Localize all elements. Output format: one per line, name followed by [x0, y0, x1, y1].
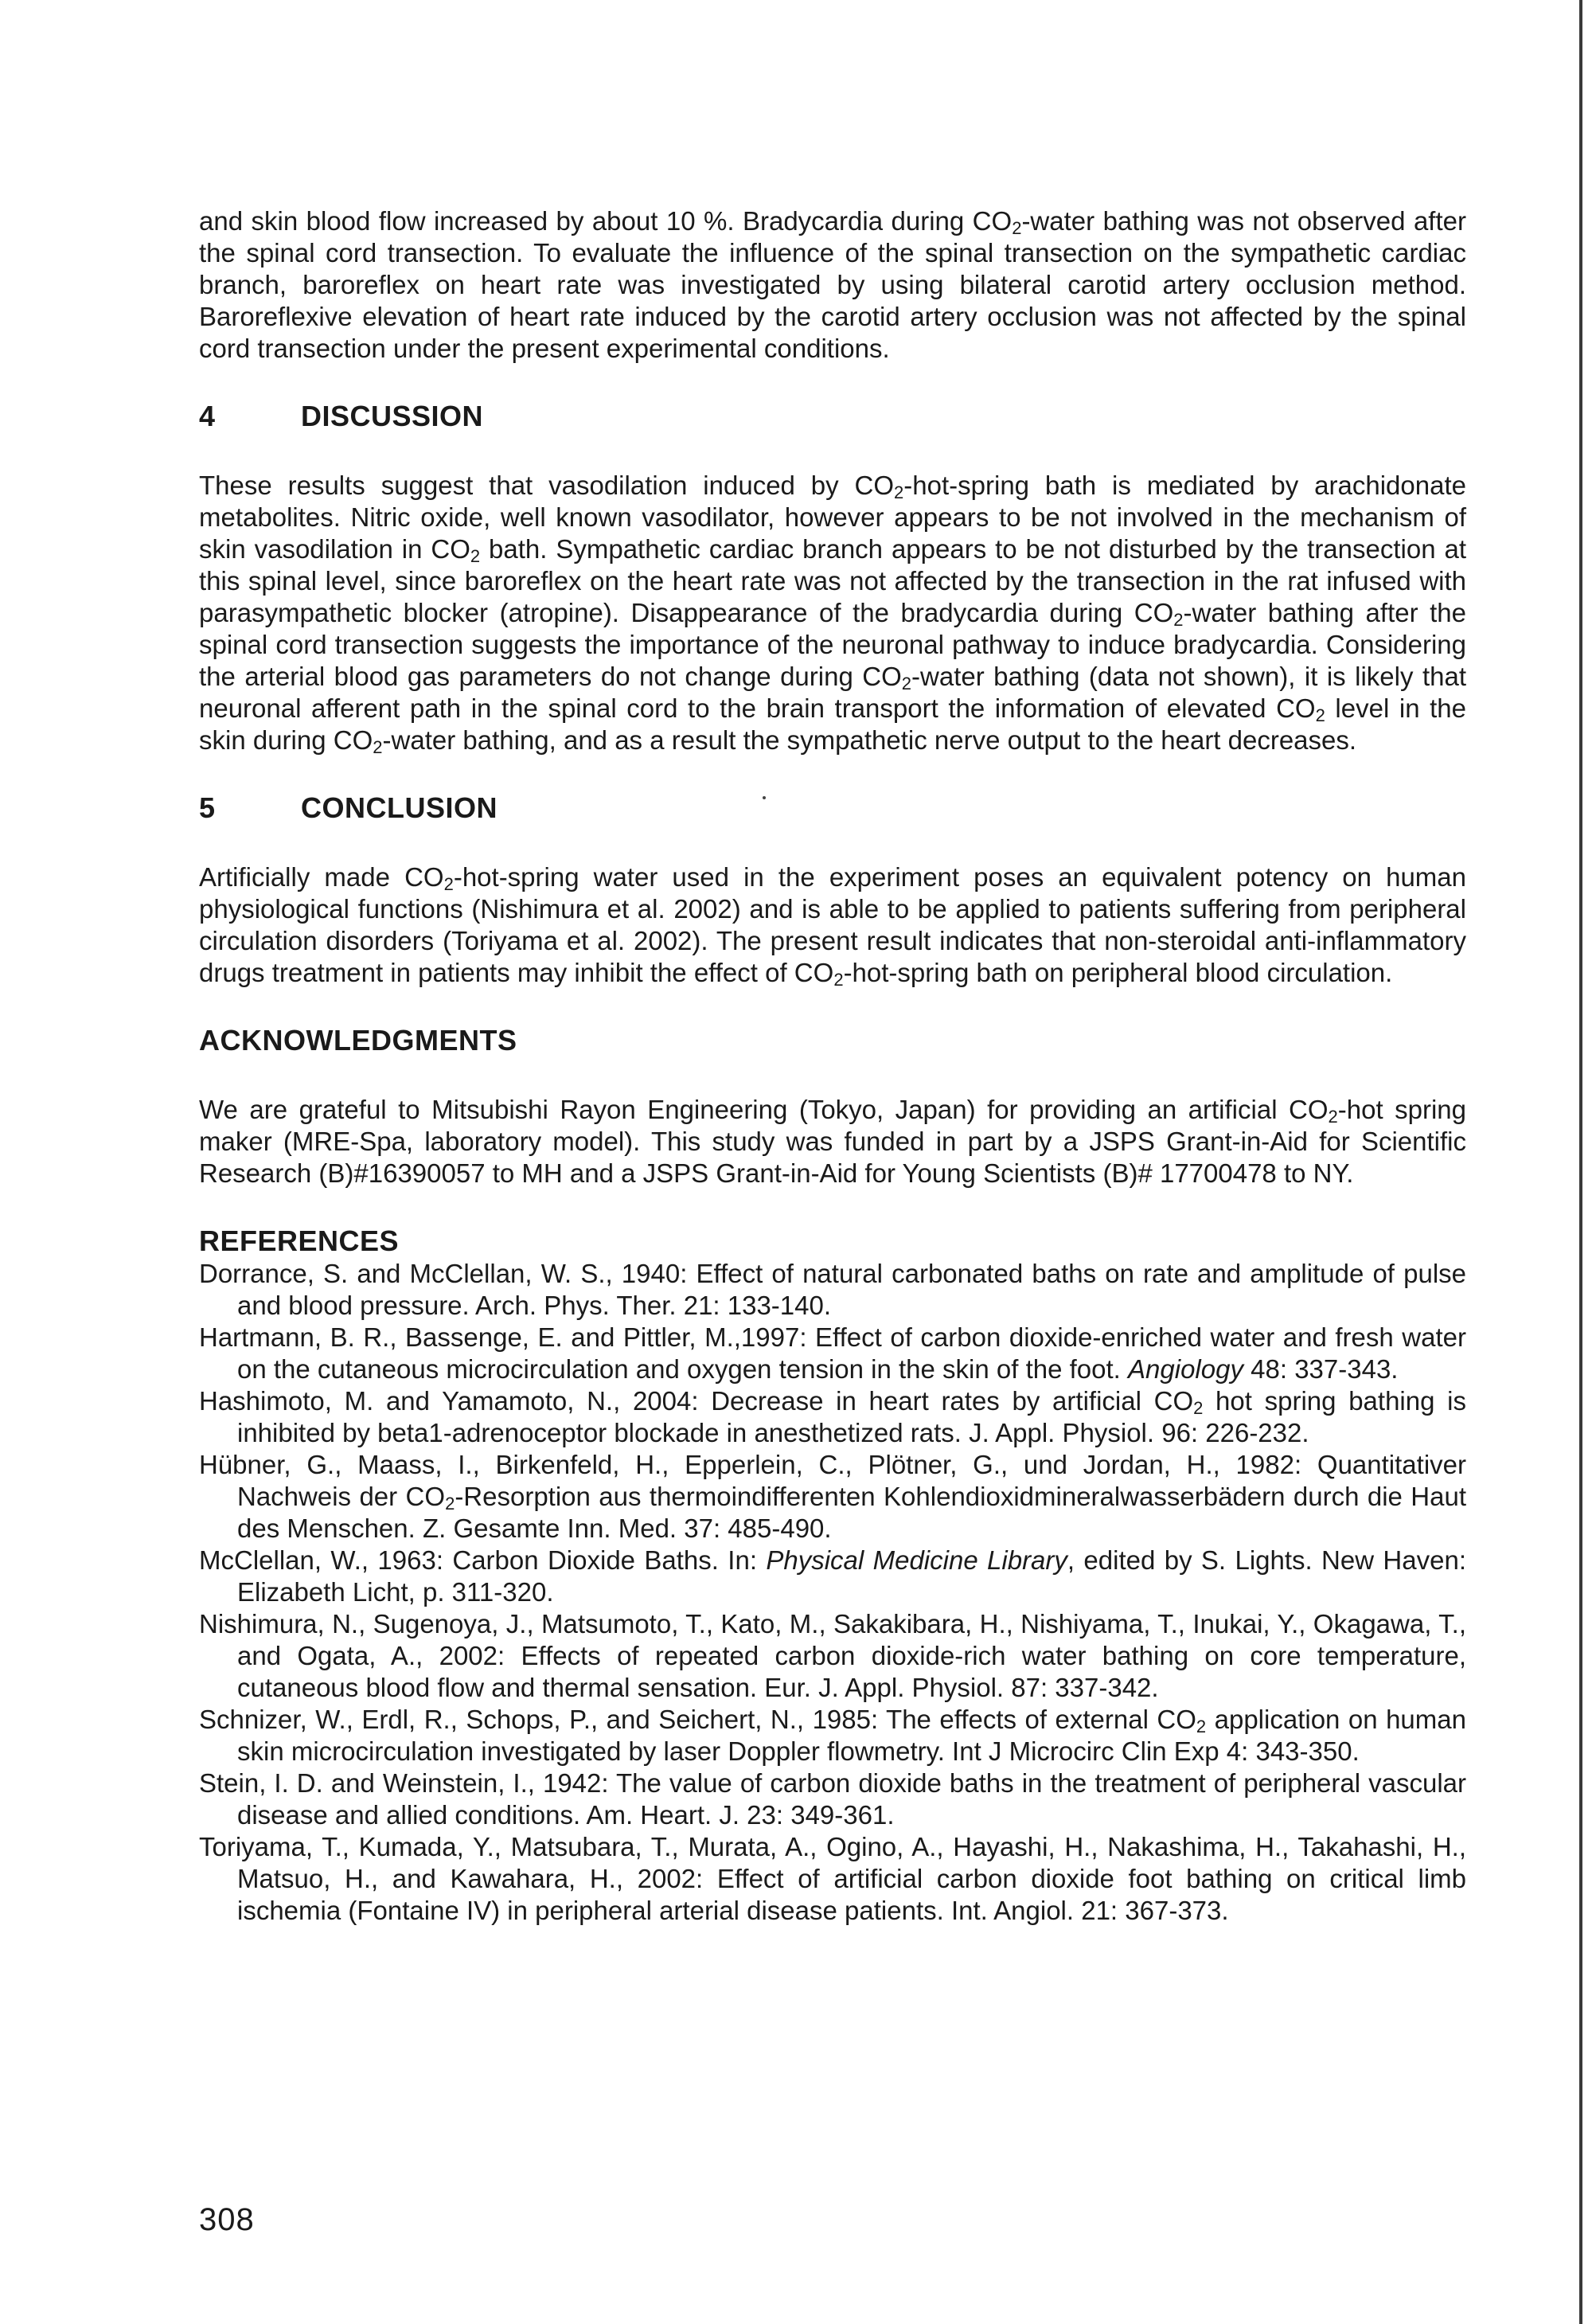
text-run: bath. Sympathetic cardiac branch appears to be not disturbed by the transection at this spinal level, since baroreflex on the heart rate was not affected by the transection in the rat infused with parasympathetic blocker (atropine). Disappearance of the bradycardia during CO	[199, 534, 1467, 627]
reference-item	[199, 1831, 1466, 1927]
section-title: CONCLUSION	[301, 791, 498, 824]
subscript: 2	[443, 874, 454, 894]
reference-item	[199, 1449, 1466, 1545]
text-run: McClellan, W., 1963: Carbon Dioxide Baths. In:	[199, 1545, 767, 1575]
subscript: 2	[833, 970, 844, 990]
text-run: -hot spring maker (MRE-Spa, laboratory model). This study was funded in part by a JSPS Grant-in-Aid for Scientific Research (B)#16390057 to MH and a JSPS Grant-in-Aid for Young Scientists (B)# 17700478 to NY.	[199, 1095, 1466, 1188]
text-run: -water bathing was not observed after the spinal cord transection. To evaluate the influence of the spinal transection on the sympathetic cardiac branch, baroreflex on heart rate was investigated by using bilateral carotid artery occlusion method. Baroreflexive elevation of heart rate induced by the carotid artery occlusion was not affected by the spinal cord transection under the present experimental conditions.	[199, 206, 1466, 363]
page-content	[199, 205, 1466, 1927]
reference-item	[199, 1322, 1466, 1385]
text-run: -hot-spring bath is mediated by arachidonate metabolites. Nitric oxide, well known vasodilator, however appears to be not involved in the mechanism of skin vasodilation in CO	[199, 471, 1466, 564]
text-run: Artificially made CO	[199, 862, 444, 892]
subscript: 2	[894, 482, 904, 502]
section-number: 4	[199, 400, 216, 432]
text-run: Hübner, G., Maass, I., Birkenfeld, H., Epperlein, C., Plötner, G., und Jordan, H., 1982: Quantitativer Nachweis der CO	[199, 1450, 1466, 1511]
body-paragraph	[199, 470, 1466, 756]
text-run: Schnizer, W., Erdl, R., Schops, P., and Seichert, N., 1985: The effects of external CO	[199, 1705, 1196, 1734]
text-run: level in the skin during CO	[199, 693, 1466, 755]
text-run: These results suggest that vasodilation induced by CO	[199, 471, 895, 500]
reference-item	[199, 1608, 1466, 1704]
text-run: -hot-spring bath on peripheral blood circulation.	[843, 958, 1393, 987]
text-run: application on human skin microcirculation investigated by laser Doppler flowmetry. Int J Microcirc Clin Exp 4: 343-350.	[237, 1705, 1466, 1766]
text-run: -water bathing, and as a result the sympathetic nerve output to the heart decreases.	[382, 725, 1357, 755]
conclusion-section	[199, 791, 1466, 989]
subscript: 2	[1196, 1717, 1207, 1736]
reference-item	[199, 1704, 1466, 1767]
references-section	[199, 1224, 1466, 1927]
text-run: Dorrance, S. and McClellan, W. S., 1940: Effect of natural carbonated baths on rate and amplitude of pulse and blood pressure. Arch. Phys. Ther. 21: 133-140.	[199, 1259, 1466, 1320]
body-paragraph	[199, 205, 1466, 365]
reference-item	[199, 1545, 1466, 1608]
reference-item	[199, 1385, 1466, 1449]
section-title: DISCUSSION	[301, 400, 484, 432]
results-continuation	[199, 205, 1466, 365]
subscript: 2	[1315, 705, 1325, 725]
section-title: ACKNOWLEDGMENTS	[199, 1024, 517, 1057]
text-run: Nishimura, N., Sugenoya, J., Matsumoto, T., Kato, M., Sakakibara, H., Nishiyama, T., Inukai, Y., Okagawa, T., and Ogata, A., 2002: Effects of repeated carbon dioxide-rich water bathing on core temperature, cutaneous blood flow and thermal sensation. Eur. J. Appl. Physiol. 87: 337-342.	[199, 1609, 1466, 1702]
section-heading	[199, 400, 1466, 433]
text-run: -water bathing (data not shown), it is likely that neuronal afferent path in the spinal cord to the brain transport the information of elevated CO	[199, 662, 1466, 723]
text-run: Hartmann, B. R., Bassenge, E. and Pittler, M.,1997: Effect of carbon dioxide-enriched water and fresh water on the cutaneous microcirculation and oxygen tension in the skin of the foot.	[199, 1322, 1466, 1384]
text-run: and skin blood flow increased by about 10 %. Bradycardia during CO	[199, 206, 1013, 236]
text-run: Toriyama, T., Kumada, Y., Matsubara, T., Murata, A., Ogino, A., Hayashi, H., Nakashima, H., Takahashi, H., Matsuo, H., and Kawahara, H., 2002: Effect of artificial carbon dioxide foot bathing on critical limb ischemia (Fontaine IV) in peripheral arterial disease patients. Int. Angiol. 21: 367-373.	[199, 1832, 1466, 1925]
text-run: Hashimoto, M. and Yamamoto, N., 2004: Decrease in heart rates by artificial CO	[199, 1386, 1194, 1416]
text-run: -Resorption aus thermoindifferenten Kohlendioxidmineralwasserbädern durch die Haut des Menschen. Z. Gesamte Inn. Med. 37: 485-490.	[237, 1482, 1466, 1543]
text-run: 48: 337-343.	[1243, 1354, 1399, 1384]
subscript: 2	[901, 674, 912, 693]
subscript: 2	[470, 546, 481, 566]
section-title: REFERENCES	[199, 1224, 400, 1257]
subscript: 2	[1328, 1107, 1338, 1127]
section-heading	[199, 791, 1466, 825]
text-run: hot spring bathing is inhibited by beta1-adrenoceptor blockade in anesthetized rats. J. Appl. Physiol. 96: 226-232.	[237, 1386, 1466, 1447]
body-paragraph	[199, 861, 1466, 989]
reference-list	[199, 1258, 1466, 1927]
subscript: 2	[1012, 218, 1022, 238]
reference-item	[199, 1258, 1466, 1322]
subscript: 2	[1193, 1398, 1204, 1418]
text-run: We are grateful to Mitsubishi Rayon Engineering (Tokyo, Japan) for providing an artificial CO	[199, 1095, 1329, 1124]
italic-text: Physical Medicine Library	[766, 1545, 1067, 1575]
text-run: , edited by S. Lights. New Haven: Elizabeth Licht, p. 311-320.	[237, 1545, 1466, 1607]
acknowledgments-section	[199, 1024, 1466, 1189]
discussion-section	[199, 400, 1466, 756]
text-run: -hot-spring water used in the experiment poses an equivalent potency on human physiological functions (Nishimura et al. 2002) and is able to be applied to patients suffering from peripheral circulation disorders (Toriyama et al. 2002). The present result indicates that non-steroidal anti-inflammatory drugs treatment in patients may inhibit the effect of CO	[199, 862, 1467, 987]
section-heading	[199, 1224, 1466, 1258]
reference-item	[199, 1767, 1466, 1831]
text-run: -water bathing after the spinal cord transection suggests the importance of the neuronal pathway to induce bradycardia. Considering the arterial blood gas parameters do not change during CO	[199, 598, 1466, 691]
text-run: Stein, I. D. and Weinstein, I., 1942: The value of carbon dioxide baths in the treatment of peripheral vascular disease and allied conditions. Am. Heart. J. 23: 349-361.	[199, 1768, 1466, 1830]
page-number: 308	[199, 2202, 255, 2237]
italic-text: Angiology	[1128, 1354, 1243, 1384]
subscript: 2	[373, 737, 383, 757]
subscript: 2	[445, 1494, 455, 1514]
subscript: 2	[1173, 610, 1184, 630]
section-number: 5	[199, 791, 216, 824]
section-heading	[199, 1024, 1466, 1057]
body-paragraph	[199, 1094, 1466, 1189]
page-edge-line	[1579, 0, 1582, 2324]
